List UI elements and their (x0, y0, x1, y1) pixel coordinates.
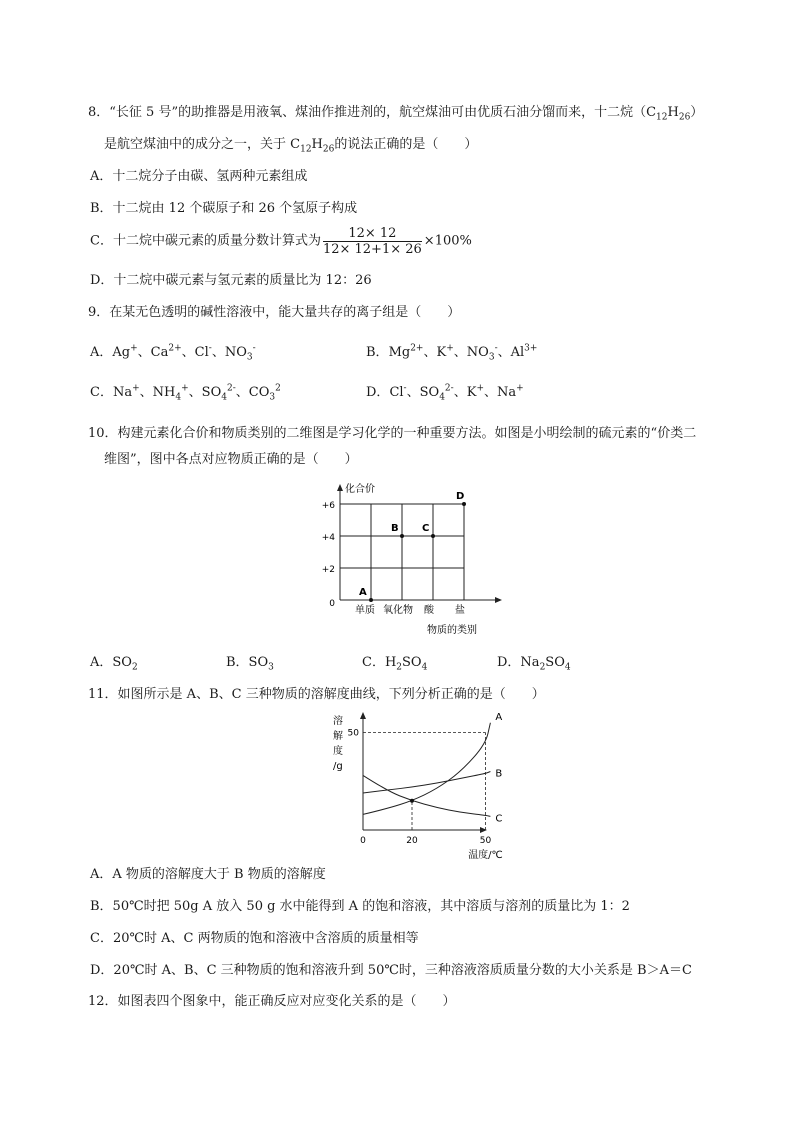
q11-stem: 11．如图所示是 A、B、C 三种物质的溶解度曲线，下列分析正确的是（ ） (88, 687, 545, 702)
y-axis-title: 化合价 (345, 484, 375, 495)
q8-option-a: A．十二烷分子由碳、氢两种元素组成 (90, 169, 308, 184)
q8-stem-line1: 8．“长征 5 号”的助推器是用液氧、煤油作推进剂的，航空煤油可由优质石油分馏而来，十二烷$(C_{12}H_{26})$ (88, 105, 704, 123)
y-tick-label: 0 (329, 599, 335, 609)
x-axis-arrow (480, 827, 487, 833)
x-category-label: 单质 (355, 605, 375, 616)
intersection-point (410, 799, 414, 803)
solubility-chart (325, 710, 503, 861)
q9-option-c: C．Na+、$NH_4^+$、$SO_4^{2-}$、$CO_3^2$ (90, 383, 281, 403)
series-line-b (363, 772, 490, 793)
q11-option-b: B．50℃时把 50g A 放入 50 g 水中能得到 A 的饱和溶液，其中溶质与溶剂的质量比为 1：2 (90, 899, 630, 914)
q9-option-d: D．Cl-、$SO_4^{2-}$、K+、Na+ (366, 383, 524, 403)
x-tick-label: 0 (360, 836, 366, 846)
data-point-label: C (422, 523, 430, 534)
y-axis-label-char: 解 (333, 731, 343, 742)
data-point-label: B (391, 523, 399, 534)
x-tick-label: 50 (479, 836, 492, 846)
x-category-label: 氧化物 (383, 605, 413, 616)
q10-stem-line2: 维图”，图中各点对应物质正确的是（ ） (104, 452, 358, 467)
data-point-label: A (359, 587, 367, 598)
y-axis-label-char: 度 (333, 746, 343, 757)
x-category-label: 酸 (424, 605, 434, 616)
series-label: B (495, 768, 503, 780)
x-axis-title: 物质的类别 (427, 625, 477, 636)
y-axis-arrow (360, 712, 366, 719)
data-point (369, 598, 373, 602)
series-label: A (495, 711, 503, 723)
y-axis-label-char: /g (333, 761, 343, 772)
q11-option-d: D．20℃时 A、B、C 三种物质的饱和溶液升到 50℃时，三种溶液溶质质量分数的大小关系是 B＞A＝C (90, 963, 692, 978)
series-line-c (363, 775, 490, 816)
q10-option-a: A．$SO_2$ (90, 655, 138, 673)
y-tick-label: +2 (321, 565, 335, 575)
q12-stem: 12．如图表四个图象中，能正确反应对应变化关系的是（ ） (88, 994, 456, 1009)
y-axis-arrow (337, 484, 343, 491)
series-label: C (495, 813, 503, 825)
q9-stem: 9．在某无色透明的碱性溶液中，能大量共存的离子组是（ ） (88, 305, 461, 320)
q10-option-c: C．$H_2SO_4$ (362, 655, 428, 673)
q10-stem-line1: 10．构建元素化合价和物质类别的二维图是学习化学的一种重要方法。如图是小明绘制的硫元素的“价类二 (88, 426, 697, 441)
q10-option-d: D．$Na_2SO_4$ (497, 655, 571, 673)
series-line-a (363, 723, 490, 815)
q9-option-a: A．Ag+、$Ca^{2+}$、Cl-、$NO_3^-$ (90, 343, 256, 363)
q8-stem-line2: 是航空煤油中的成分之一，关于 $C_{12}H_{26}$的说法正确的是（ ） (104, 137, 478, 155)
data-point (431, 534, 435, 538)
q11-option-a: A．A 物质的溶解度大于 B 物质的溶解度 (90, 867, 326, 882)
y-tick-label: 50 (347, 728, 359, 739)
q9-option-b: B．$Mg^{2+}$、K+、$NO_3^-$、$Al^{3+}$ (366, 343, 538, 363)
q8-option-d: D．十二烷中碳元素与氢元素的质量比为 12：26 (90, 273, 372, 288)
x-axis-arrow (495, 597, 502, 603)
y-axis-label-char: 溶 (333, 716, 343, 727)
x-category-label: 盐 (455, 605, 465, 616)
q8-option-c: C．十二烷中碳元素的质量分数计算式为 $\frac{12\times 12}{12\times 12+1\times 26}$ ×100% (90, 226, 472, 257)
q8-option-b: B．十二烷由 12 个碳原子和 26 个氢原子构成 (90, 201, 358, 216)
data-point (462, 502, 466, 506)
x-axis-title: 温度/℃ (468, 850, 503, 861)
data-point-label: D (456, 491, 465, 502)
q8-fraction: $\frac{12\times 12}{12\times 12+1\times 26}$ (322, 226, 422, 257)
y-tick-label: +4 (321, 533, 335, 543)
q10-option-b: B．$SO_3$ (226, 655, 274, 673)
valence-class-chart (310, 478, 510, 644)
q11-option-c: C．20℃时 A、C 两物质的饱和溶液中含溶质的质量相等 (90, 931, 419, 946)
x-tick-label: 20 (406, 836, 418, 846)
data-point (400, 534, 404, 538)
y-tick-label: +6 (321, 501, 335, 511)
